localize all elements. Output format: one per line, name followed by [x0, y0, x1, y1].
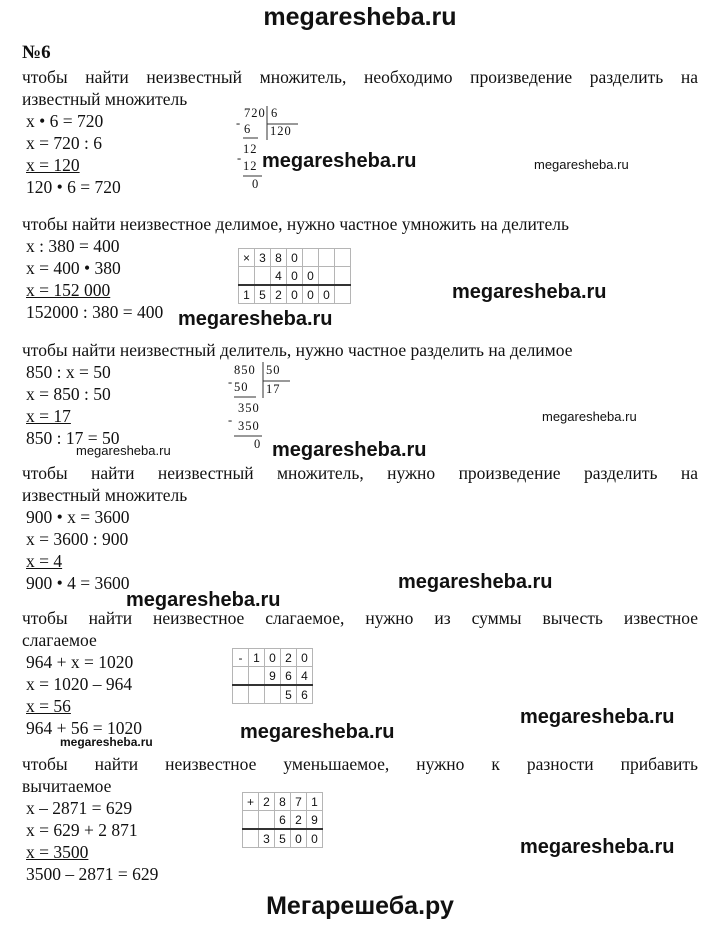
equation: x = 400 • 380: [26, 258, 121, 278]
check-equation: 152000 : 380 = 400: [26, 302, 164, 322]
dividend: 850: [234, 363, 256, 377]
rule-line: известный множитель: [22, 485, 188, 505]
equation: x = 629 + 2 871: [26, 820, 138, 840]
rule-text-1: [22, 66, 698, 110]
rule-line: чтобы найти неизвестный множитель, необходимо произведение разделить на: [22, 67, 698, 87]
division-step: 6: [244, 122, 252, 136]
equation: 900 • x = 3600: [26, 507, 130, 527]
answer: x = 56: [26, 696, 71, 716]
division-lines: [236, 104, 306, 194]
site-watermark: megaresheba.ru: [520, 706, 675, 728]
rule-text-3: [22, 339, 698, 361]
site-watermark-small: megaresheba.ru: [534, 157, 629, 172]
quotient: 17: [266, 382, 281, 396]
quotient: 120: [270, 124, 292, 138]
division-step: 0: [254, 437, 262, 451]
exercise-number: №6: [22, 42, 51, 63]
rule-line: слагаемое: [22, 630, 97, 650]
site-watermark-small: megaresheba.ru: [542, 409, 637, 424]
equation: 964 + x = 1020: [26, 652, 134, 672]
divisor: 6: [271, 106, 279, 120]
rule-text-6: [22, 753, 698, 797]
division-step: 350: [238, 419, 260, 433]
subtraction-grid: - 1 0 2 0 9 6 4 5 6: [232, 648, 313, 704]
multiplication-grid: × 3 8 0 4 0 0 1 5 2 0 0 0: [238, 248, 351, 304]
equation: x – 2871 = 629: [26, 798, 133, 818]
site-watermark: megaresheba.ru: [272, 439, 427, 461]
equation: x = 3600 : 900: [26, 529, 129, 549]
answer: x = 3500: [26, 842, 89, 862]
rule-line: чтобы найти неизвестное слагаемое, нужно из суммы вычесть известное: [22, 608, 698, 628]
equation: x = 1020 – 964: [26, 674, 133, 694]
division-step: 350: [238, 401, 260, 415]
answer: x = 17: [26, 406, 71, 426]
division-step: 12: [243, 159, 258, 173]
addition-grid: + 2 8 7 1 6 2 9 3 5 0 0: [242, 792, 323, 848]
site-watermark: megaresheba.ru: [240, 721, 395, 743]
site-watermark-header: megaresheba.ru: [263, 3, 457, 31]
site-watermark: megaresheba.ru: [452, 281, 607, 303]
rule-line: чтобы найти неизвестное делимое, нужно частное умножить на делитель: [22, 214, 569, 234]
site-watermark-small: megaresheba.ru: [76, 443, 171, 458]
site-watermark-footer: Мегарешеба.ру: [266, 892, 454, 920]
answer: x = 152 000: [26, 280, 111, 300]
rule-line: чтобы найти неизвестный множитель, нужно произведение разделить на: [22, 463, 698, 483]
site-watermark: megaresheba.ru: [178, 308, 333, 330]
division-step: 12: [243, 142, 258, 156]
rule-text-2: [22, 213, 698, 235]
check-equation: 850 : 17 = 50: [26, 428, 120, 448]
rule-text-5: [22, 607, 698, 651]
equation: 850 : x = 50: [26, 362, 111, 382]
division-step: 50: [234, 380, 249, 394]
equation: x = 720 : 6: [26, 133, 102, 153]
site-watermark: megaresheba.ru: [520, 836, 675, 858]
division-step: 0: [252, 177, 260, 191]
site-watermark: megaresheba.ru: [398, 571, 553, 593]
rule-line: вычитаемое: [22, 776, 112, 796]
rule-line: известный множитель: [22, 89, 188, 109]
site-watermark: megaresheba.ru: [126, 589, 281, 611]
equation: x = 850 : 50: [26, 384, 111, 404]
rule-text-4: [22, 462, 698, 506]
dividend: 720: [244, 106, 266, 120]
site-watermark-small: megaresheba.ru: [60, 735, 153, 749]
check-equation: 964 + 56 = 1020: [26, 718, 142, 738]
check-equation: 3500 – 2871 = 629: [26, 864, 159, 884]
check-equation: 900 • 4 = 3600: [26, 573, 130, 593]
equation: x : 380 = 400: [26, 236, 120, 256]
divisor: 50: [266, 363, 281, 377]
site-watermark: megaresheba.ru: [262, 150, 417, 172]
answer: x = 4: [26, 551, 63, 571]
check-equation: 120 • 6 = 720: [26, 177, 121, 197]
equation: x • 6 = 720: [26, 111, 104, 131]
answer: x = 120: [26, 155, 80, 175]
rule-line: чтобы найти неизвестный делитель, нужно частное разделить на делимое: [22, 340, 573, 360]
rule-line: чтобы найти неизвестное уменьшаемое, нужно к разности прибавить: [22, 754, 698, 774]
